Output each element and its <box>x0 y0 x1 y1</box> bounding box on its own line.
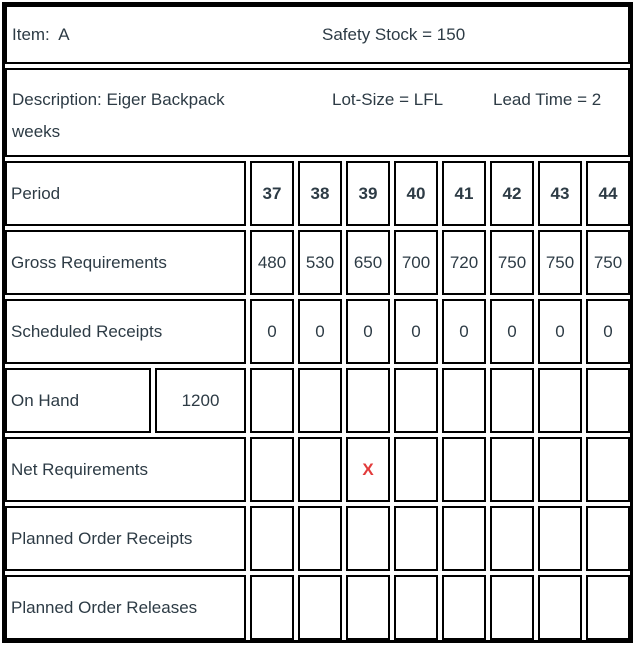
net-requirements-cell <box>250 437 294 502</box>
on-hand-cell <box>490 368 534 433</box>
gross-requirements-cell: 720 <box>442 230 486 295</box>
description-header-cell <box>5 68 630 157</box>
on-hand-cell <box>298 368 342 433</box>
on-hand-cell <box>586 368 630 433</box>
planned-order-releases-cell <box>298 575 342 640</box>
net-requirements-row-label: Net Requirements <box>5 437 246 502</box>
period-row-label: Period <box>5 161 246 226</box>
scheduled-receipts-cell: 0 <box>490 299 534 364</box>
planned-order-receipts-cell <box>586 506 630 571</box>
planned-order-receipts-cell <box>346 506 390 571</box>
on-hand-cell <box>538 368 582 433</box>
period-cell: 40 <box>394 161 438 226</box>
scheduled-receipts-row-label: Scheduled Receipts <box>5 299 246 364</box>
item-header-cell <box>5 5 630 64</box>
planned-order-receipts-cell <box>538 506 582 571</box>
period-cell: 37 <box>250 161 294 226</box>
item-label: Item: A <box>12 25 70 44</box>
period-cell: 43 <box>538 161 582 226</box>
gross-requirements-cell: 480 <box>250 230 294 295</box>
gross-requirements-cell: 530 <box>298 230 342 295</box>
planned-order-releases-cell <box>442 575 486 640</box>
planned-order-receipts-cell <box>394 506 438 571</box>
planned-order-releases-cell <box>346 575 390 640</box>
gross-requirements-cell: 750 <box>538 230 582 295</box>
lead-time-wrap-label: weeks <box>12 122 61 141</box>
planned-order-releases-cell <box>394 575 438 640</box>
gross-requirements-cell: 750 <box>490 230 534 295</box>
gross-requirements-cell: 700 <box>394 230 438 295</box>
net-requirements-cell <box>394 437 438 502</box>
scheduled-receipts-cell: 0 <box>586 299 630 364</box>
scheduled-receipts-cell: 0 <box>442 299 486 364</box>
lead-time-label: Lead Time = 2 <box>493 90 602 109</box>
gross-requirements-cell: 650 <box>346 230 390 295</box>
on-hand-cell <box>250 368 294 433</box>
on-hand-cell <box>442 368 486 433</box>
on-hand-cell <box>346 368 390 433</box>
on-hand-split-group <box>5 368 246 433</box>
planned-order-receipts-row-label: Planned Order Receipts <box>5 506 246 571</box>
net-requirements-cell <box>298 437 342 502</box>
on-hand-quantity-cell: 1200 <box>155 368 246 433</box>
net-requirements-cell <box>538 437 582 502</box>
description-label: Description: Eiger Backpack <box>12 90 225 109</box>
period-cell: 38 <box>298 161 342 226</box>
gross-requirements-row-label: Gross Requirements <box>5 230 246 295</box>
scheduled-receipts-cell: 0 <box>250 299 294 364</box>
planned-order-receipts-cell <box>490 506 534 571</box>
net-requirements-flag-cell: X <box>346 437 390 502</box>
period-cell: 41 <box>442 161 486 226</box>
net-requirements-cell <box>586 437 630 502</box>
scheduled-receipts-cell: 0 <box>538 299 582 364</box>
planned-order-receipts-cell <box>250 506 294 571</box>
period-cell: 42 <box>490 161 534 226</box>
lot-size-label: Lot-Size = LFL <box>332 90 444 109</box>
scheduled-receipts-cell: 0 <box>298 299 342 364</box>
planned-order-receipts-cell <box>298 506 342 571</box>
planned-order-releases-cell <box>586 575 630 640</box>
gross-requirements-cell: 750 <box>586 230 630 295</box>
safety-stock-label: Safety Stock = 150 <box>322 25 466 44</box>
net-requirements-cell <box>490 437 534 502</box>
net-requirements-cell <box>442 437 486 502</box>
planned-order-releases-cell <box>250 575 294 640</box>
planned-order-releases-cell <box>538 575 582 640</box>
scheduled-receipts-cell: 0 <box>394 299 438 364</box>
on-hand-row-label: On Hand <box>5 368 151 433</box>
scheduled-receipts-cell: 0 <box>346 299 390 364</box>
period-cell: 44 <box>586 161 630 226</box>
on-hand-cell <box>394 368 438 433</box>
mrp-record-table <box>2 2 633 643</box>
planned-order-releases-cell <box>490 575 534 640</box>
period-cell: 39 <box>346 161 390 226</box>
planned-order-receipts-cell <box>442 506 486 571</box>
planned-order-releases-row-label: Planned Order Releases <box>5 575 246 640</box>
